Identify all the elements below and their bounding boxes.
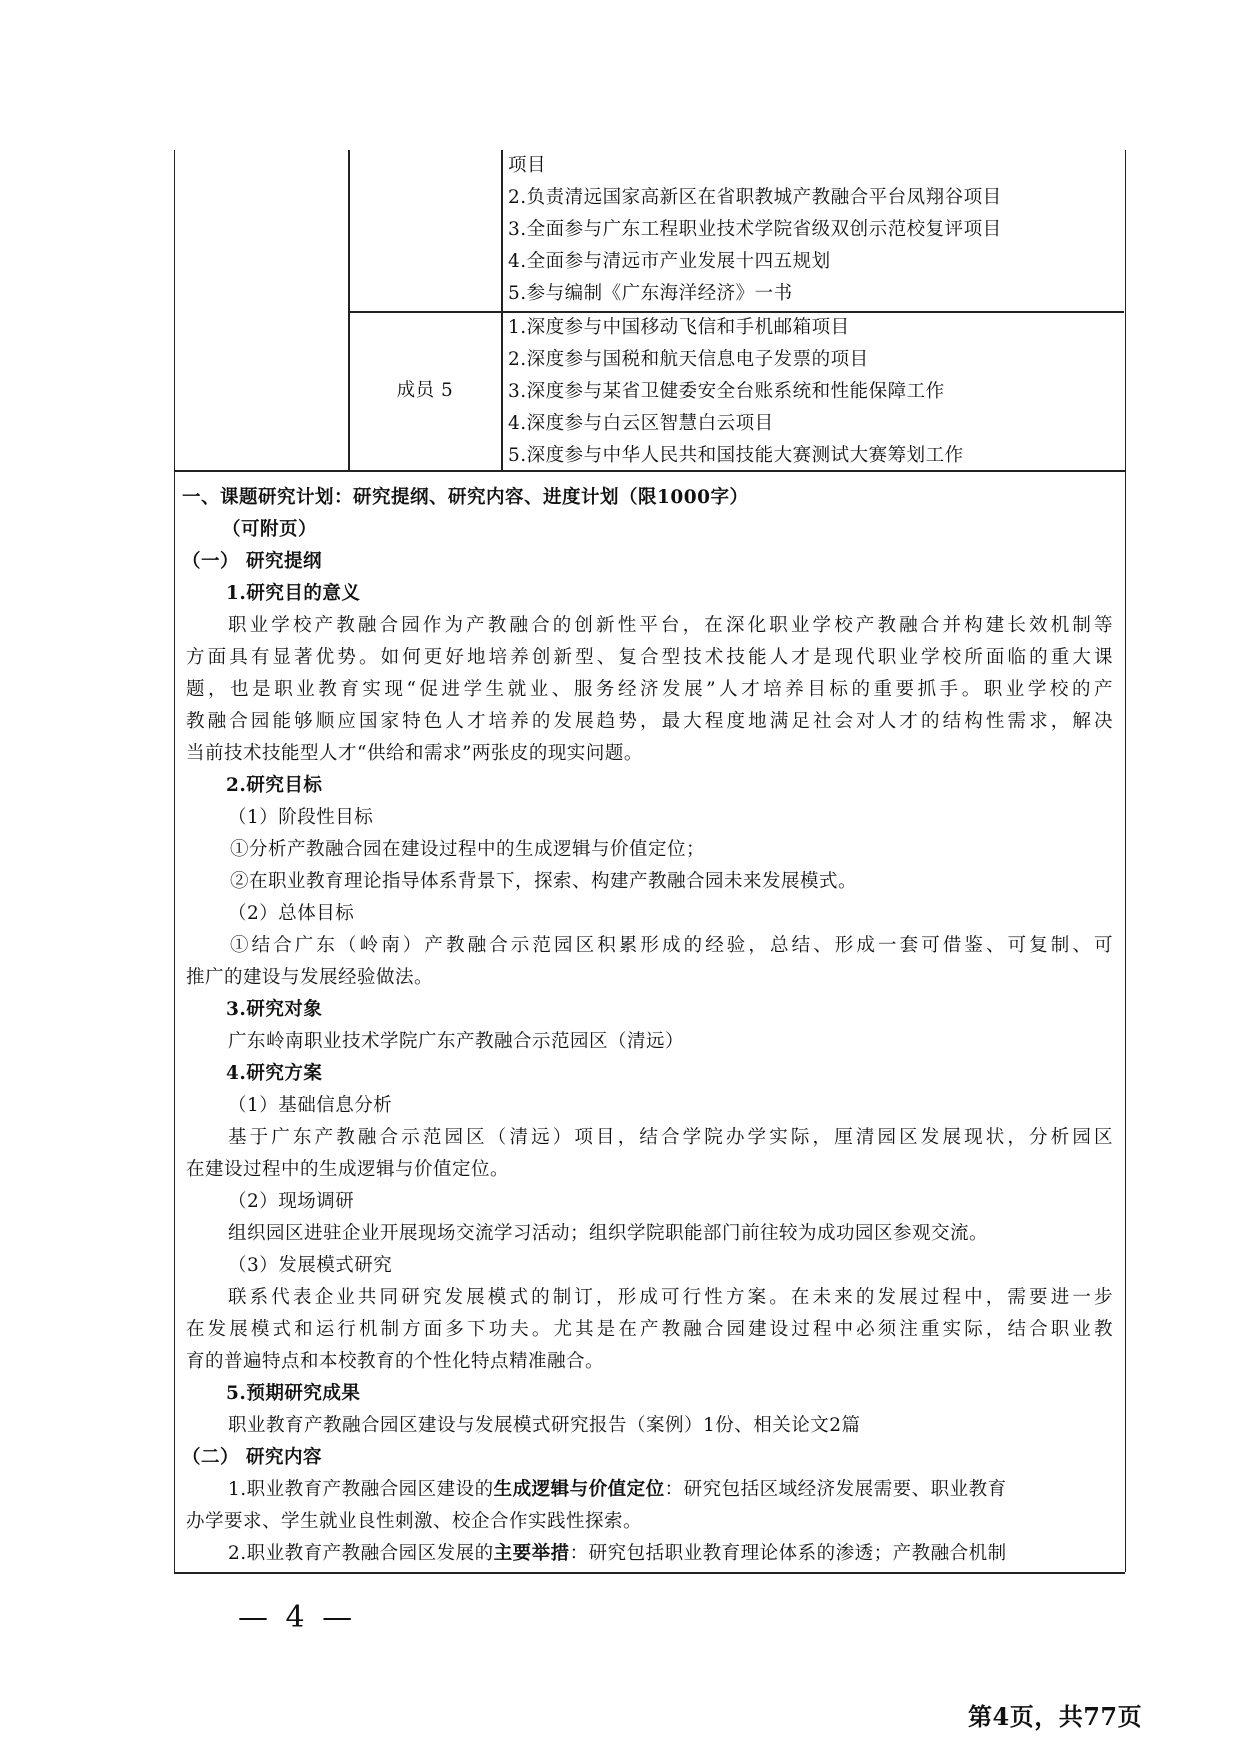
member-item: 5.参与编制《广东海洋经济》一书: [508, 283, 793, 304]
paragraph-line: [228, 1538, 1007, 1570]
content-item-prefix: 1.职业教育产教融合园区建设的: [228, 1479, 494, 1500]
outline-title: （一） 研究提纲: [182, 551, 322, 572]
paragraph-line: 当前技术技能型人才“供给和需求”两张皮的现实问题。: [186, 743, 643, 764]
member-item: 2.负责清远国家高新区在省职教城产教融合平台凤翔谷项目: [508, 187, 1002, 208]
subsection-title: （1）基础信息分析: [228, 1095, 393, 1116]
plan-heading-note: （可附页）: [222, 519, 318, 540]
page-footer: 第4页，共77页: [968, 1702, 1143, 1731]
subsection-title: （1）阶段性目标: [228, 807, 374, 828]
paragraph-line: 在建设过程中的生成逻辑与价值定位。: [186, 1159, 510, 1180]
content-item-suffix: ：研究包括区域经济发展需要、职业教育: [664, 1479, 1007, 1500]
member5-item: 1.深度参与中国移动飞信和手机邮箱项目: [508, 317, 850, 338]
member5-item: 4.深度参与白云区智慧白云项目: [508, 413, 774, 434]
paragraph-line: 职业教育产教融合园区建设与发展模式研究报告（案例）1份、相关论文2篇: [228, 1415, 861, 1436]
subsection-title: （2）现场调研: [228, 1191, 355, 1212]
list-item: ①分析产教融合园在建设过程中的生成逻辑与价值定位；: [230, 839, 706, 860]
paragraph-line: 育的普遍特点和本校教育的个性化特点精准融合。: [186, 1351, 605, 1372]
table-divider: [348, 150, 350, 470]
page-mark: — 4 —: [238, 1600, 357, 1635]
section-title: 3.研究对象: [226, 999, 323, 1020]
paragraph-line: 办学要求、学生就业良性刺激、校企合作实践性探索。: [186, 1511, 643, 1532]
content-title: （二） 研究内容: [182, 1447, 322, 1468]
member-item: 项目: [508, 155, 547, 176]
list-item: ②在职业教育理论指导体系背景下，探索、构建产教融合园未来发展模式。: [230, 871, 858, 892]
section-title: 5.预期研究成果: [226, 1383, 361, 1404]
member5-item: 5.深度参与中华人民共和国技能大赛测试大赛筹划工作: [508, 445, 964, 466]
content-item-prefix: 2.职业教育产教融合园区发展的: [228, 1543, 494, 1564]
section-title: 1.研究目的意义: [226, 583, 361, 604]
paragraph-line: 方面具有显著优势。如何更好地培养创新型、复合型技术技能人才是现代职业学校所面临的重大课: [186, 647, 1113, 668]
member5-item: 3.深度参与某省卫健委安全台账系统和性能保障工作: [508, 381, 945, 402]
content-item-suffix: ：研究包括职业教育理论体系的渗透；产教融合机制: [569, 1543, 1007, 1564]
member5-item: 2.深度参与国税和航天信息电子发票的项目: [508, 349, 869, 370]
plan-heading: 一、课题研究计划：研究提纲、研究内容、进度计划（限1000字）: [182, 487, 749, 508]
paragraph-line: ①结合广东（岭南）产教融合示范园区积累形成的经验，总结、形成一套可借鉴、可复制、可: [230, 935, 1113, 956]
member5-label: 成员 5: [396, 380, 454, 401]
section-title: 4.研究方案: [226, 1063, 323, 1084]
table-bottom-border: [174, 1572, 1125, 1574]
table-divider: [501, 150, 503, 470]
paragraph-line: 职业学校产教融合园作为产教融合的创新性平台，在深化职业学校产教融合并构建长效机制等: [228, 615, 1113, 636]
paragraph-line: 联系代表企业共同研究发展模式的制订，形成可行性方案。在未来的发展过程中，需要进一步: [228, 1287, 1113, 1308]
paragraph-line: 教融合园能够顺应国家特色人才培养的发展趋势，最大程度地满足社会对人才的结构性需求，解决: [186, 711, 1113, 732]
paragraph-line: 广东岭南职业技术学院广东产教融合示范园区（清远）: [228, 1031, 685, 1052]
paragraph-line: 基于广东产教融合示范园区（清远）项目，结合学院办学实际，厘清园区发展现状，分析园区: [228, 1127, 1113, 1148]
subsection-title: （2）总体目标: [228, 903, 355, 924]
paragraph-line: [228, 1474, 1007, 1506]
subsection-title: （3）发展模式研究: [228, 1255, 393, 1276]
paragraph-line: 组织园区进驻企业开展现场交流学习活动；组织学院职能部门前往较为成功园区参观交流。: [228, 1223, 989, 1244]
member-item: 4.全面参与清远市产业发展十四五规划: [508, 251, 831, 272]
paragraph-line: 题，也是职业教育实现“促进学生就业、服务经济发展”人才培养目标的重要抓手。职业学校的产: [186, 679, 1113, 700]
paragraph-line: 推广的建设与发展经验做法。: [186, 967, 434, 988]
member-item: 3.全面参与广东工程职业技术学院省级双创示范校复评项目: [508, 219, 1002, 240]
paragraph-line: 在发展模式和运行机制方面多下功夫。尤其是在产教融合园建设过程中必须注重实际，结合职业教: [186, 1319, 1113, 1340]
section-title: 2.研究目标: [226, 775, 323, 796]
content-item-keyword: 生成逻辑与价值定位: [493, 1479, 665, 1500]
content-item-keyword: 主要举措: [493, 1543, 570, 1564]
